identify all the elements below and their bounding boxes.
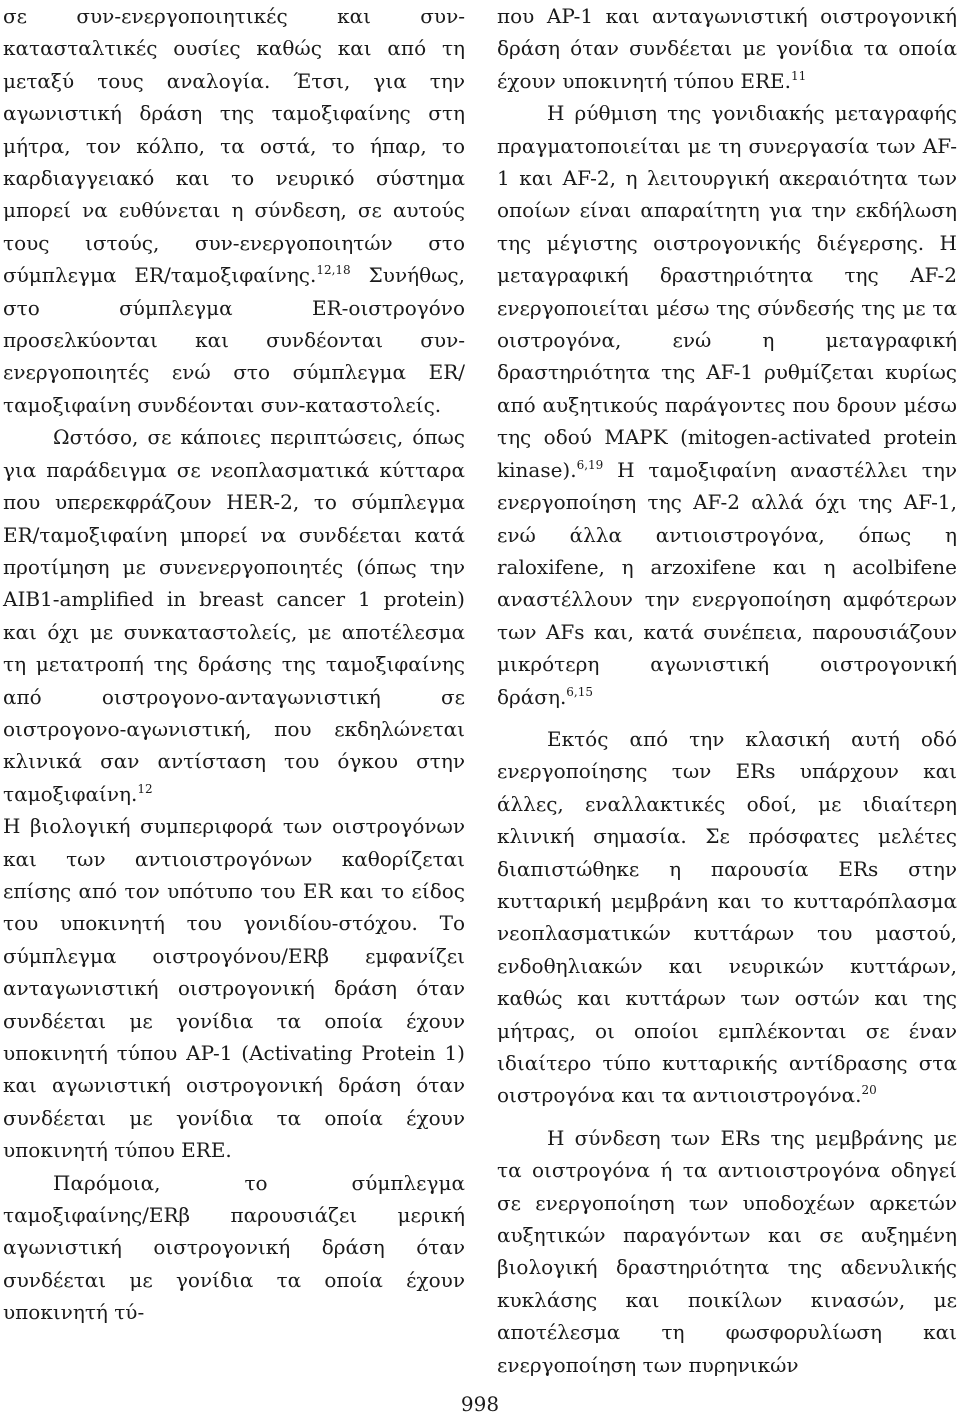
paragraph-text: Η ρύθμιση της γονιδιακής μεταγραφής πραγματοποιείται με τη συνεργασία των AF-1 και AF-2, η λειτουργική ακεραιότητα των οποίων είναι απαραίτητη για την εκδήλωση της μέγιστης οιστρογονικής διέγερσης. Η μεταγραφική δραστηριότητα της AF-2 ενεργοποιείται μέσω της σύνδεσής της με τα οιστρογόνα, ενώ η μεταγραφική δραστηριότητα της AF-1 ρυθμίζεται κυρίως από αυξητικούς παράγοντες που δρουν μέσω της οδού MAPK (mitogen-activated protein kinase). [497,101,957,482]
left-column [3,0,465,1329]
paragraph [497,1122,957,1381]
paragraph-text: Εκτός από την κλασική αυτή οδό ενεργοποίησης των ERs υπάρχουν και άλλες, εναλλακτικές οδοί, με ιδιαίτερη κλινική σημασία. Σε πρόσφατες μελέτες διαπιστώθηκε η παρουσία ERs στην κυτταρική μεμβράνη και το κυτταρόπλασμα νεοπλασματικών κυττάρων του μαστού, ενδοθηλιακών και νευρικών κυττάρων, καθώς και κυττάρων των οστών και της μήτρας, οι οποίοι εμπλέκονται σε έναν ιδιαίτερο τύπο κυτταρικής αντίδρασης στα οιστρογόνα και τα αντιοιστρογόνα. [497,726,957,1108]
citation-ref: 6,19 [576,457,604,472]
right-column [497,0,957,1381]
paragraph-text: που AP-1 και ανταγωνιστική οιστρογονική δράση όταν συνδέεται με γονίδια τα οποία έχουν υποκινητή τύπου ERE. [497,4,957,93]
paragraph [497,723,957,1112]
paragraph [3,0,465,421]
paragraph-text: Παρόμοια, το σύμπλεγμα ταμοξιφαίνης/ERβ παρουσιάζει μερική αγωνιστική οιστρογονική δράση όταν συνδέεται με γονίδια τα οποία έχουν υποκινητή τύ- [3,1170,465,1325]
paragraph [3,1167,465,1329]
paragraph-text: σε συν-ενεργοποιητικές και συν-κατασταλτικές ουσίες καθώς και από τη μεταξύ τους αναλογία. Έτσι, για την αγωνιστική δράση της ταμοξιφαίνης στη μήτρα, τον κόλπο, τα οστά, το ήπαρ, το καρδιαγγειακό και το νευρικό σύστημα μπορεί να ευθύνεται η σύνδεση, σε αυτούς τους ιστούς, συν-ενεργοποιητών στο σύμπλεγμα ER/ταμοξιφαίνης. [3,4,465,288]
paragraph [3,421,465,810]
paragraph-text: Συνήθως, στο σύμπλεγμα ER-οιστρογόνο προσελκύονται και συνδέονται συν-ενεργοποιητές ενώ στο σύμπλεγμα ER/ταμοξιφαίνη συνδέονται συν-καταστολείς. [3,263,465,417]
paragraph [497,0,957,97]
paragraph-text: Η σύνδεση των ERs της μεμβράνης με τα οιστρογόνα ή τα αντιοιστρογόνα οδηγεί σε ενεργοποίηση των υποδοχέων αρκετών αυξητικών παραγόντων και σε αυξημένη βιολογική δραστηριότητα της αδενυλικής κυκλάσης και ποικίλων κινασών, με αποτέλεσμα τη φωσφορυλίωση και ενεργοποίηση των πυρηνικών [497,1125,957,1377]
paragraph [497,97,957,713]
paragraph-text: Η βιολογική συμπεριφορά των οιστρογόνων και των αντιοιστρογόνων καθορίζεται επίσης από τον υπότυπο του ER και το είδος του υποκινητή του γονιδίου-στόχου. Το σύμπλεγμα οιστρογόνου/ERβ εμφανίζει ανταγωνιστική οιστρογονική δράση όταν συνδέεται με γονίδια τα οποία έχουν υποκινητή τύπου AP-1 (Activating Protein 1) και αγωνιστική οιστρογονική δράση όταν συνδέεται με γονίδια τα οποία έχουν υποκινητή τύπου ERE. [3,814,465,1163]
citation-ref: 12,18 [316,263,351,278]
citation-ref: 11 [790,68,807,83]
page-number: 998 [460,1392,500,1416]
paragraph [3,810,465,1166]
paragraph-text: Ωστόσο, σε κάποιες περιπτώσεις, όπως για παράδειγμα σε νεοπλασματικά κύτταρα που υπερεκφράζουν HER-2, το σύμπλεγμα ER/ταμοξιφαίνη μπορεί να συνδέεται κατά προτίμηση με συνενεργοποιητές (όπως την AIB1-amplified in breast cancer 1 protein) και όχι με συνκαταστολείς, με αποτέλεσμα τη μετατροπή της δράσης της ταμοξιφαίνης από οιστρογονο-ανταγωνιστική σε οιστρογονο-αγωνιστική, που εκδηλώνεται κλινικά σαν αντίσταση του όγκου στην ταμοξιφαίνη. [3,425,465,806]
citation-ref: 6,15 [566,684,594,699]
citation-ref: 12 [137,781,153,796]
paragraph-text: Η ταμοξιφαίνη αναστέλλει την ενεργοποίηση της AF-2 αλλά όχι της AF-1, ενώ άλλα αντιοιστρογόνα, όπως η raloxifene, η arzoxifene και η acolbifene αναστέλλουν την ενεργοποίηση αμφότερων των AFs και, κατά συνέπεια, παρουσιάζουν μικρότερη αγωνιστική οιστρογονική δράση. [497,457,957,709]
citation-ref: 20 [861,1083,877,1098]
